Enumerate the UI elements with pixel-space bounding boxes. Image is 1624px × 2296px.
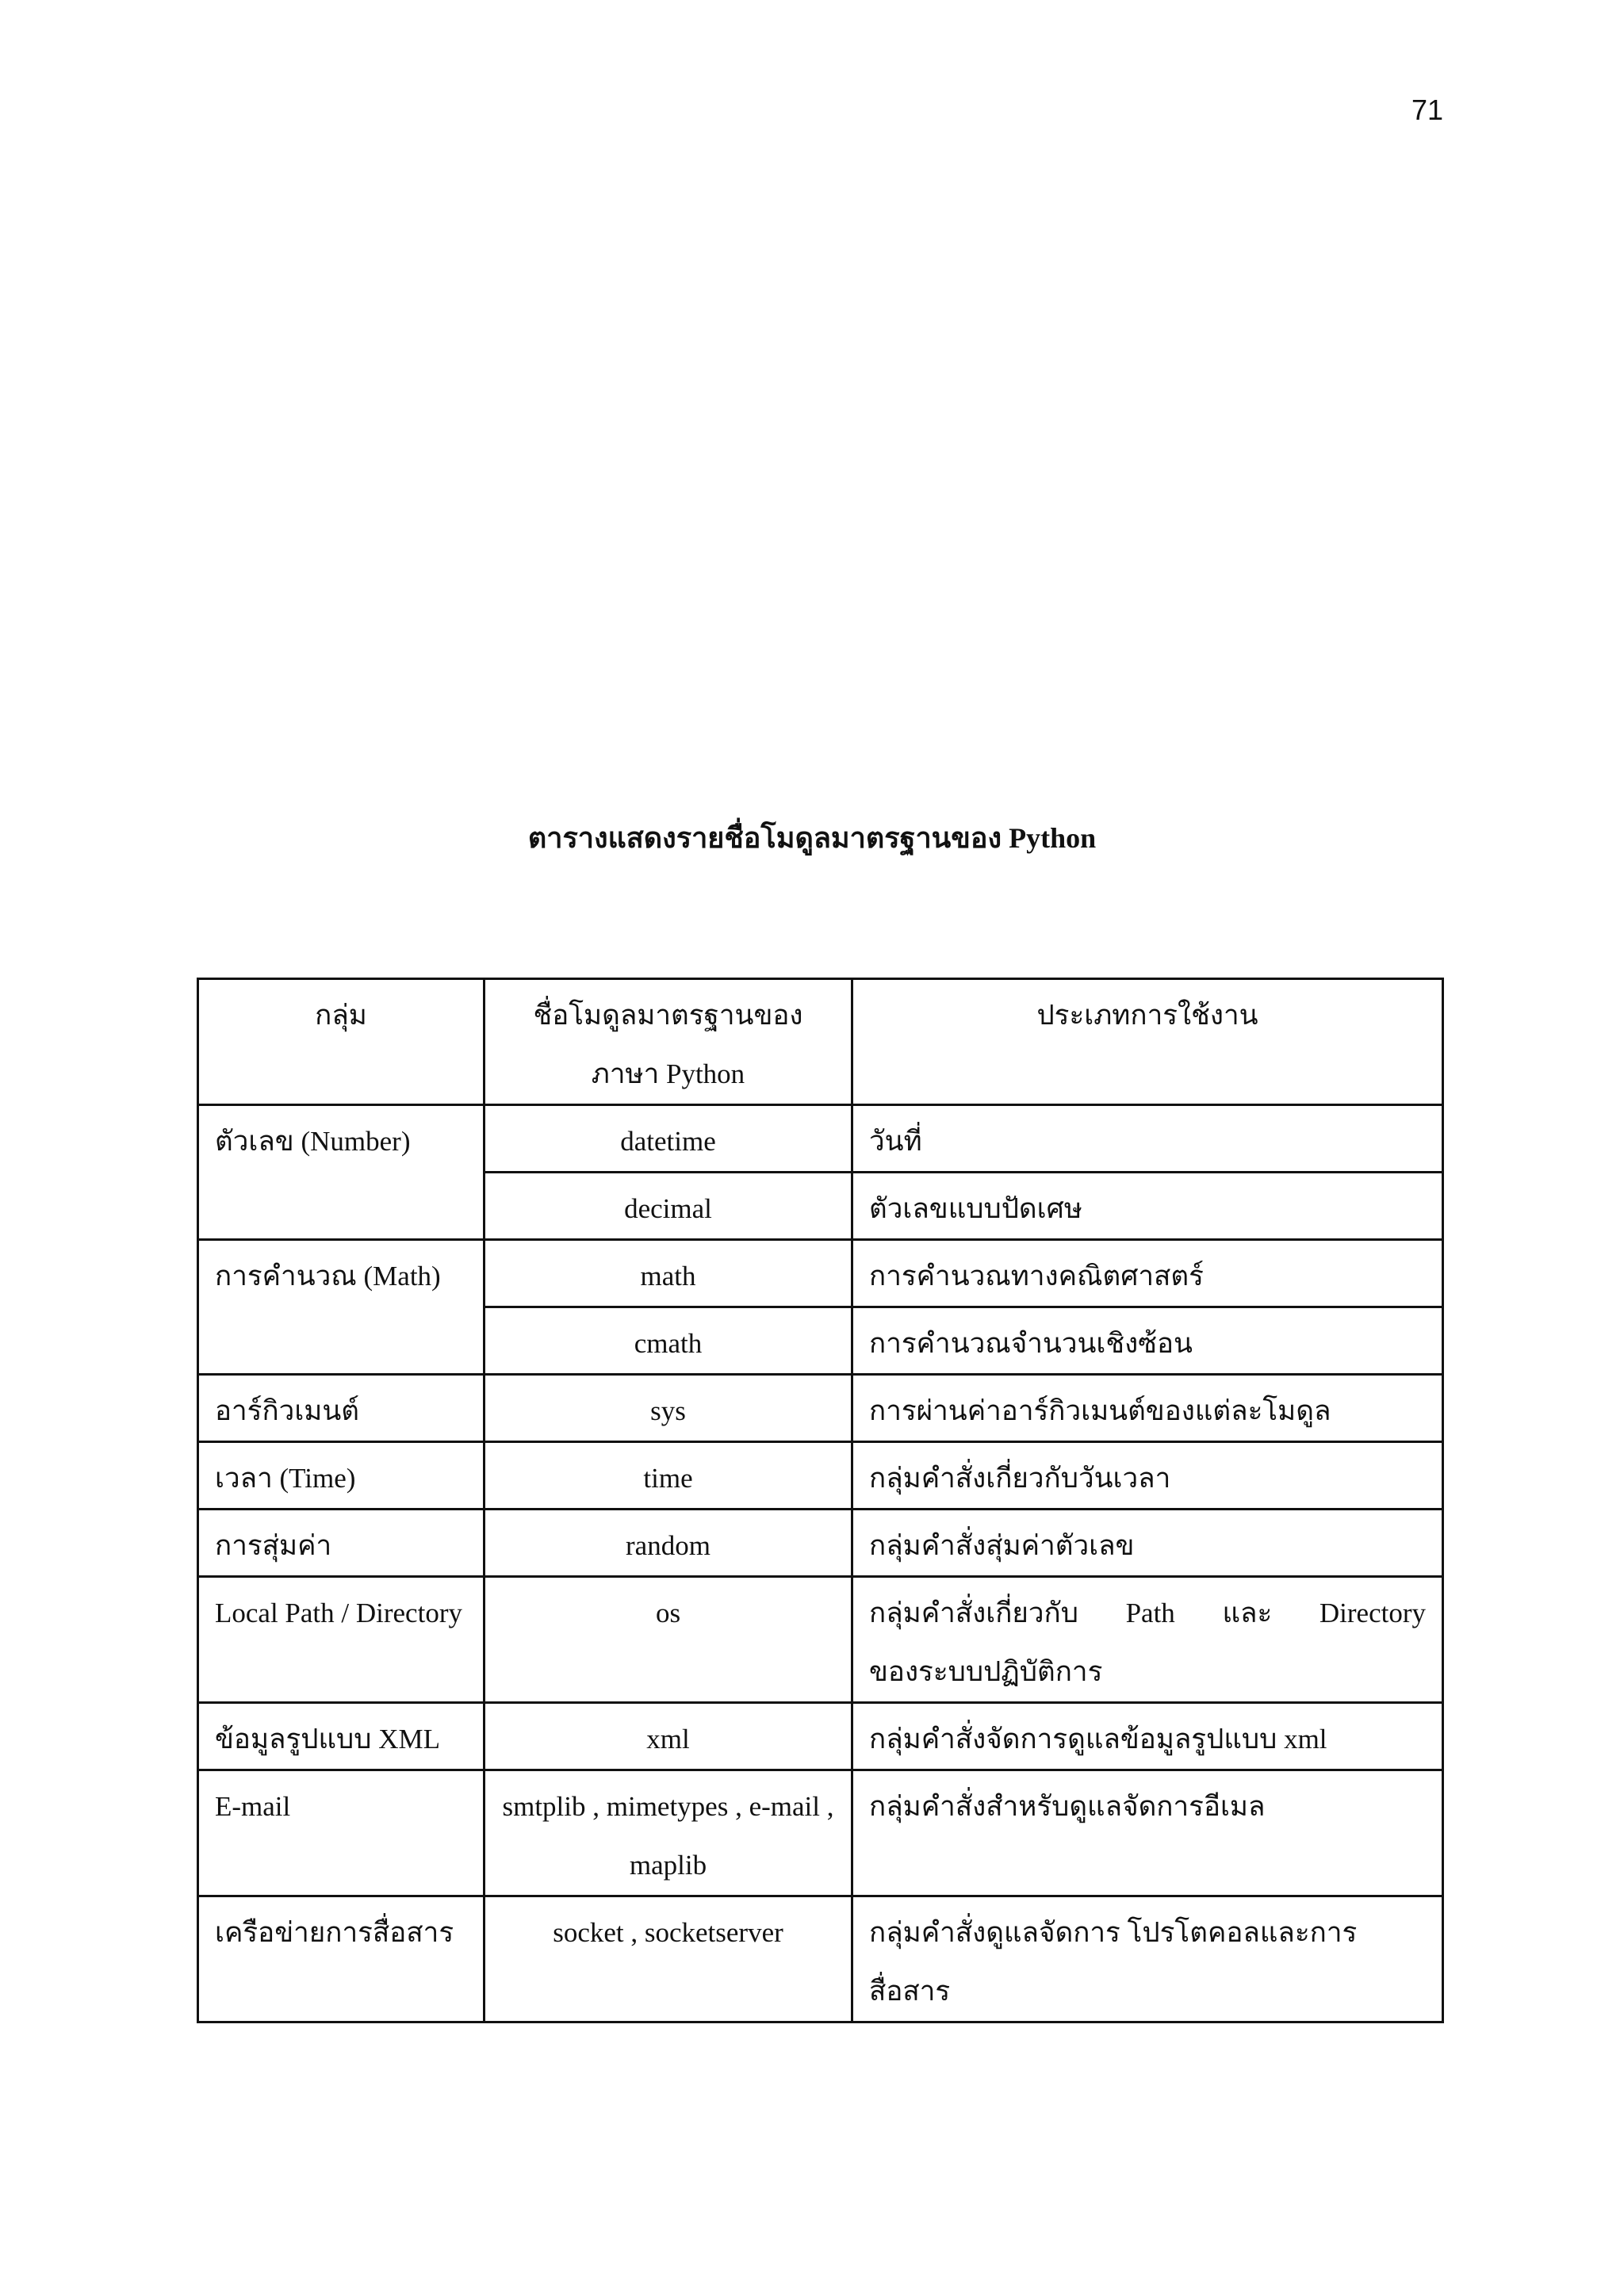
group-cell: Local Path / Directory <box>198 1577 485 1703</box>
usage-cell: วันที่ <box>852 1105 1443 1173</box>
usage-line-1 <box>869 1584 1426 1643</box>
usage-cell: การคำนวณจำนวนเชิงซ้อน <box>852 1307 1443 1375</box>
table-row <box>198 1770 1443 1896</box>
module-cell: smtplib , mimetypes , e-mail , maplib <box>485 1770 852 1896</box>
usage-cell: การคำนวณทางคณิตศาสตร์ <box>852 1240 1443 1307</box>
table-row <box>198 1577 1443 1703</box>
group-cell: ตัวเลข (Number) <box>198 1105 485 1240</box>
usage-cell <box>852 1577 1443 1703</box>
usage-cell: กลุ่มคำสั่งจัดการดูแลข้อมูลรูปแบบ xml <box>852 1703 1443 1770</box>
module-cell: datetime <box>485 1105 852 1173</box>
usage-word: Path <box>1125 1598 1175 1628</box>
table-row <box>198 1510 1443 1577</box>
group-cell: เครือข่ายการสื่อสาร <box>198 1896 485 2022</box>
usage-cell: กลุ่มคำสั่งสุ่มค่าตัวเลข <box>852 1510 1443 1577</box>
usage-cell: กลุ่มคำสั่งสำหรับดูแลจัดการอีเมล <box>852 1770 1443 1896</box>
page-number: 71 <box>1411 94 1444 126</box>
module-cell: os <box>485 1577 852 1703</box>
group-cell: E-mail <box>198 1770 485 1896</box>
usage-word: และ <box>1222 1598 1273 1628</box>
table-row <box>198 1442 1443 1510</box>
module-cell: socket , socketserver <box>485 1896 852 2022</box>
module-cell: time <box>485 1442 852 1510</box>
group-cell: อาร์กิวเมนต์ <box>198 1375 485 1442</box>
module-cell: xml <box>485 1703 852 1770</box>
header-group: กลุ่ม <box>198 979 485 1105</box>
module-cell: decimal <box>485 1173 852 1240</box>
group-cell: เวลา (Time) <box>198 1442 485 1510</box>
group-cell: การสุ่มค่า <box>198 1510 485 1577</box>
usage-line-2: ของระบบปฏิบัติการ <box>869 1656 1103 1687</box>
usage-cell: กลุ่มคำสั่งดูแลจัดการ โปรโตคอลและการสื่อสาร <box>852 1896 1443 2022</box>
module-cell: sys <box>485 1375 852 1442</box>
usage-word: Directory <box>1319 1598 1426 1628</box>
header-usage: ประเภทการใช้งาน <box>852 979 1443 1105</box>
table-row <box>198 1105 1443 1173</box>
group-cell: ข้อมูลรูปแบบ XML <box>198 1703 485 1770</box>
module-cell: math <box>485 1240 852 1307</box>
table-title: ตารางแสดงรายชื่อโมดูลมาตรฐานของ Python <box>527 822 1097 854</box>
module-cell: random <box>485 1510 852 1577</box>
header-module: ชื่อโมดูลมาตรฐานของภาษา Python <box>485 979 852 1105</box>
table-row <box>198 1375 1443 1442</box>
usage-cell: กลุ่มคำสั่งเกี่ยวกับวันเวลา <box>852 1442 1443 1510</box>
group-cell: การคำนวณ (Math) <box>198 1240 485 1375</box>
table-row <box>198 1896 1443 2022</box>
modules-table <box>197 978 1444 2023</box>
table-row <box>198 1240 1443 1307</box>
table-row <box>198 1703 1443 1770</box>
module-cell: cmath <box>485 1307 852 1375</box>
usage-word: กลุ่มคำสั่งเกี่ยวกับ <box>869 1598 1078 1628</box>
table-header-row <box>198 979 1443 1105</box>
usage-cell: การผ่านค่าอาร์กิวเมนต์ของแต่ละโมดูล <box>852 1375 1443 1442</box>
usage-cell: ตัวเลขแบบปัดเศษ <box>852 1173 1443 1240</box>
